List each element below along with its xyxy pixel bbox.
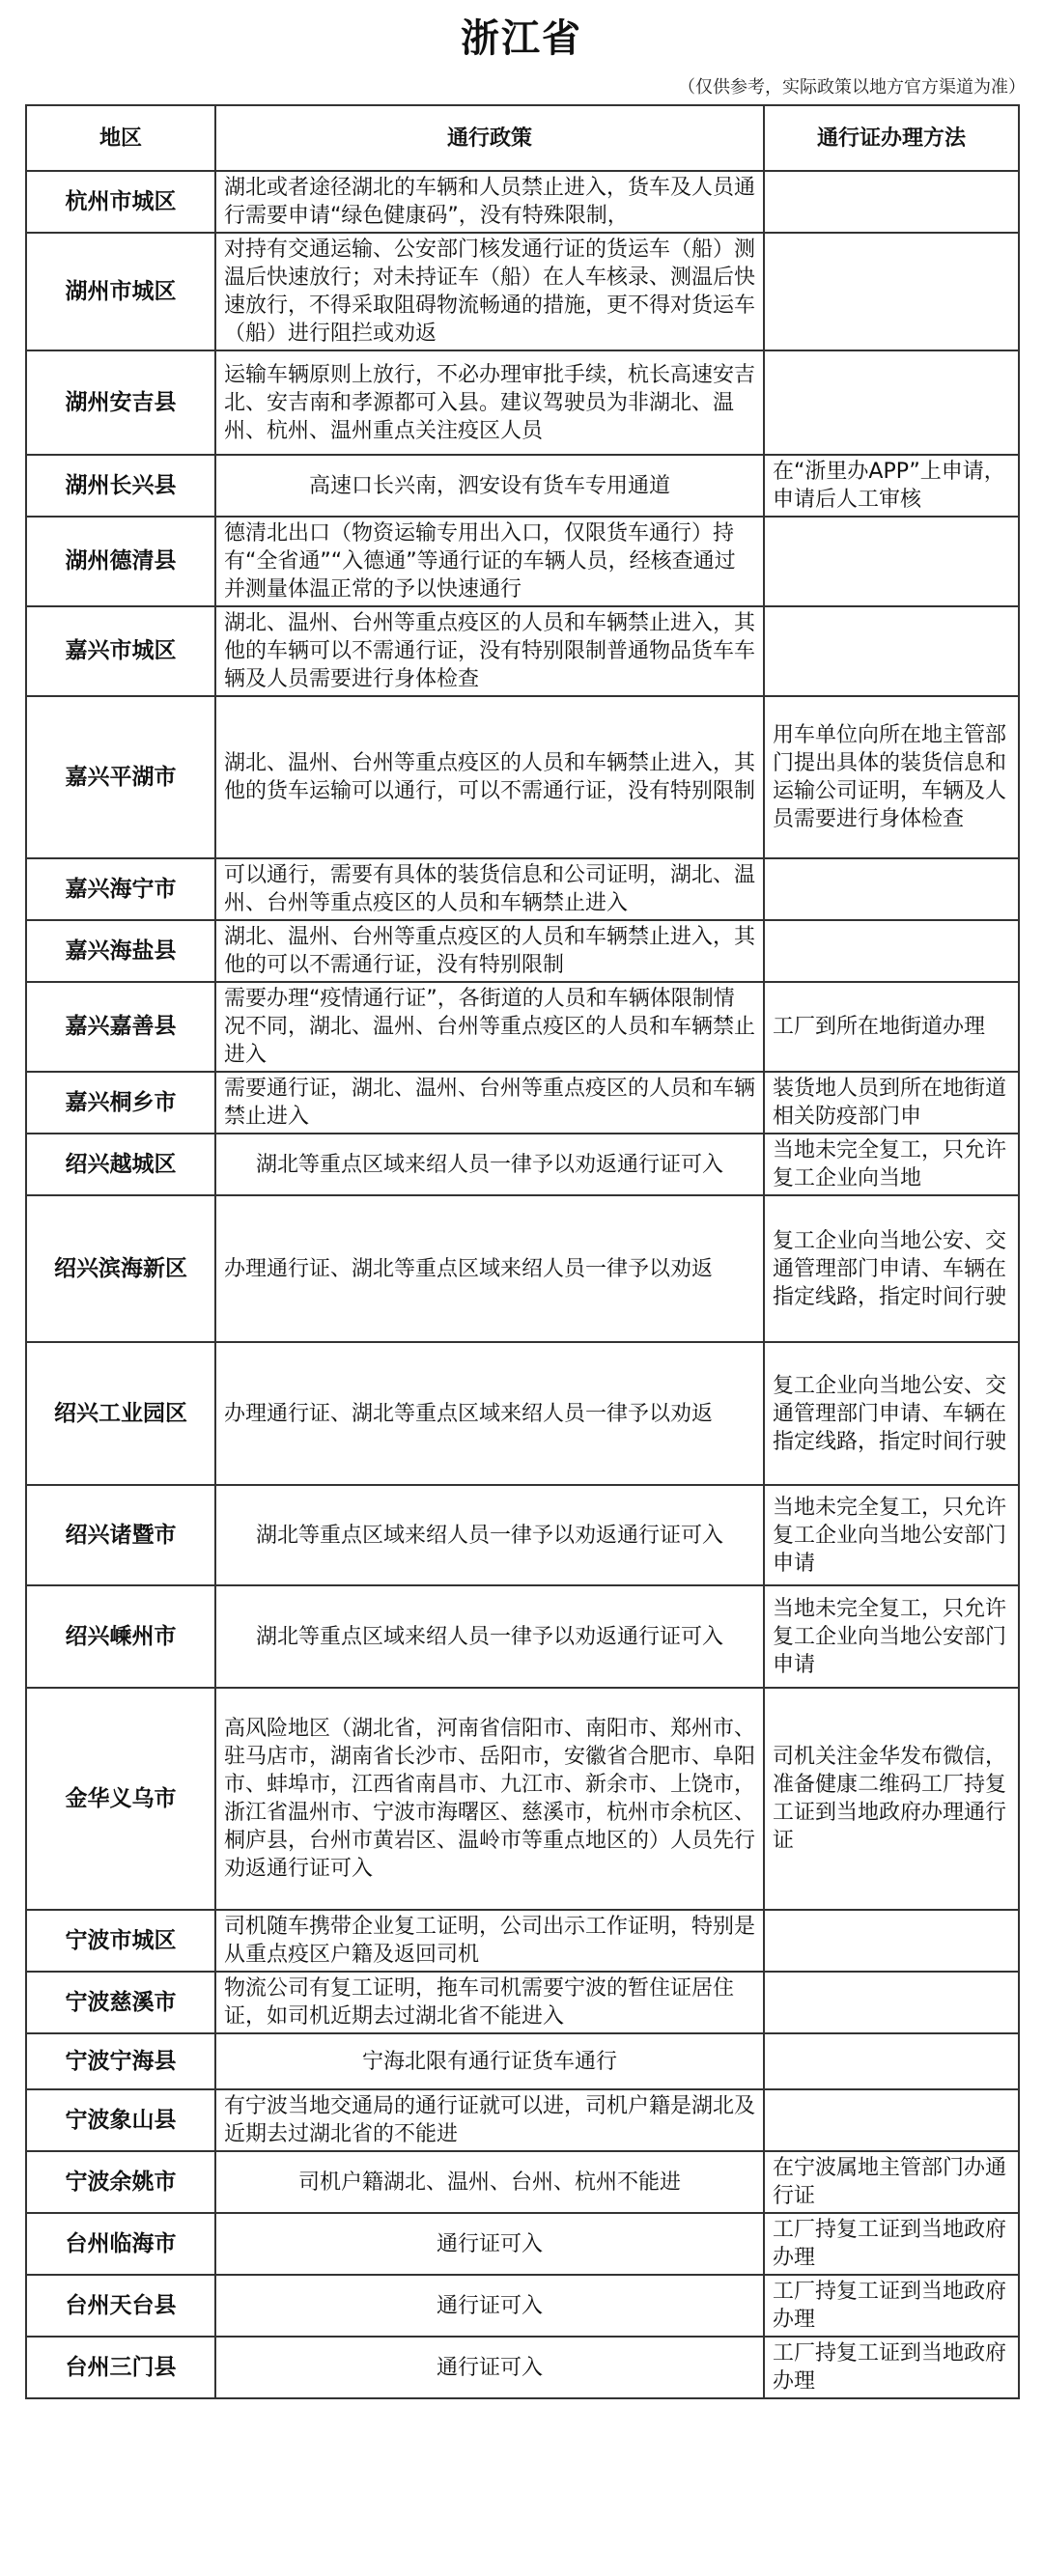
region-cell: 台州天台县 bbox=[26, 2275, 215, 2337]
table-row bbox=[26, 606, 1019, 696]
region-cell: 绍兴工业园区 bbox=[26, 1342, 215, 1485]
table-row bbox=[26, 1688, 1019, 1910]
table-row bbox=[26, 350, 1019, 455]
method-cell: 复工企业向当地公安、交通管理部门申请、车辆在指定线路，指定时间行驶 bbox=[764, 1342, 1019, 1485]
policy-cell: 办理通行证、湖北等重点区域来绍人员一律予以劝返 bbox=[215, 1195, 764, 1342]
table-row bbox=[26, 1134, 1019, 1195]
policy-cell: 有宁波当地交通局的通行证就可以进，司机户籍是湖北及近期去过湖北省的不能进 bbox=[215, 2089, 764, 2151]
region-cell: 台州临海市 bbox=[26, 2213, 215, 2275]
method-cell bbox=[764, 2089, 1019, 2151]
header-region: 地区 bbox=[26, 105, 215, 171]
method-cell: 工厂持复工证到当地政府办理 bbox=[764, 2213, 1019, 2275]
region-cell: 绍兴嵊州市 bbox=[26, 1585, 215, 1688]
policy-cell: 司机随车携带企业复工证明，公司出示工作证明，特别是从重点疫区户籍及返回司机 bbox=[215, 1910, 764, 1972]
region-cell: 嘉兴市城区 bbox=[26, 606, 215, 696]
method-cell: 在“浙里办APP”上申请，申请后人工审核 bbox=[764, 455, 1019, 517]
method-cell bbox=[764, 233, 1019, 350]
policy-cell: 高速口长兴南，泗安设有货车专用通道 bbox=[215, 455, 764, 517]
table-row bbox=[26, 2033, 1019, 2089]
table-row bbox=[26, 2213, 1019, 2275]
policy-cell: 湖北、温州、台州等重点疫区的人员和车辆禁止进入，其他的货车运输可以通行，可以不需通行证，没有特别限制 bbox=[215, 696, 764, 858]
policy-cell: 需要办理“疫情通行证”，各街道的人员和车辆体限制情况不同，湖北、温州、台州等重点疫区的人员和车辆禁止进入 bbox=[215, 982, 764, 1072]
table-row bbox=[26, 1195, 1019, 1342]
policy-cell: 对持有交通运输、公安部门核发通行证的货运车（船）测温后快速放行；对未持证车（船）在人车核录、测温后快速放行，不得采取阻碍物流畅通的措施，更不得对货运车（船）进行阻拦或劝返 bbox=[215, 233, 764, 350]
region-cell: 宁波慈溪市 bbox=[26, 1972, 215, 2033]
method-cell bbox=[764, 920, 1019, 982]
header-policy: 通行政策 bbox=[215, 105, 764, 171]
policy-cell: 高风险地区（湖北省，河南省信阳市、南阳市、郑州市、驻马店市，湖南省长沙市、岳阳市，安徽省合肥市、阜阳市、蚌埠市，江西省南昌市、九江市、新余市、上饶市，浙江省温州市、宁波市海曙区、慈溪市，杭州市余杭区、桐庐县，台州市黄岩区、温岭市等重点地区的）人员先行劝返通行证可入 bbox=[215, 1688, 764, 1910]
method-cell: 工厂持复工证到当地政府办理 bbox=[764, 2275, 1019, 2337]
region-cell: 宁波宁海县 bbox=[26, 2033, 215, 2089]
method-cell: 司机关注金华发布微信，准备健康二维码工厂持复工证到当地政府办理通行证 bbox=[764, 1688, 1019, 1910]
region-cell: 金华义乌市 bbox=[26, 1688, 215, 1910]
table-row bbox=[26, 233, 1019, 350]
method-cell bbox=[764, 1972, 1019, 2033]
region-cell: 湖州市城区 bbox=[26, 233, 215, 350]
header-row bbox=[26, 105, 1019, 171]
region-cell: 宁波市城区 bbox=[26, 1910, 215, 1972]
region-cell: 湖州安吉县 bbox=[26, 350, 215, 455]
table-row bbox=[26, 1972, 1019, 2033]
table-row bbox=[26, 2275, 1019, 2337]
table-row bbox=[26, 1910, 1019, 1972]
policy-cell: 办理通行证、湖北等重点区域来绍人员一律予以劝返 bbox=[215, 1342, 764, 1485]
table-row bbox=[26, 517, 1019, 606]
method-cell: 复工企业向当地公安、交通管理部门申请、车辆在指定线路，指定时间行驶 bbox=[764, 1195, 1019, 1342]
region-cell: 嘉兴桐乡市 bbox=[26, 1072, 215, 1134]
region-cell: 湖州德清县 bbox=[26, 517, 215, 606]
region-cell: 宁波余姚市 bbox=[26, 2151, 215, 2213]
table-row bbox=[26, 1585, 1019, 1688]
method-cell bbox=[764, 858, 1019, 920]
table-row bbox=[26, 920, 1019, 982]
policy-cell: 运输车辆原则上放行，不必办理审批手续，杭长高速安吉北、安吉南和孝源都可入县。建议驾驶员为非湖北、温州、杭州、温州重点关注疫区人员 bbox=[215, 350, 764, 455]
policy-cell: 通行证可入 bbox=[215, 2275, 764, 2337]
region-cell: 湖州长兴县 bbox=[26, 455, 215, 517]
region-cell: 杭州市城区 bbox=[26, 171, 215, 233]
method-cell bbox=[764, 171, 1019, 233]
table-row bbox=[26, 171, 1019, 233]
region-cell: 嘉兴嘉善县 bbox=[26, 982, 215, 1072]
table-row bbox=[26, 1485, 1019, 1585]
method-cell: 用车单位向所在地主管部门提出具体的装货信息和运输公司证明，车辆及人员需要进行身体检查 bbox=[764, 696, 1019, 858]
disclaimer-note: （仅供参考，实际政策以地方官方渠道为准） bbox=[678, 77, 1026, 98]
method-cell: 工厂持复工证到当地政府办理 bbox=[764, 2337, 1019, 2398]
policy-cell: 通行证可入 bbox=[215, 2213, 764, 2275]
policy-cell: 德清北出口（物资运输专用出入口，仅限货车通行）持有“全省通”“入德通”等通行证的车辆人员，经核查通过并测量体温正常的予以快速通行 bbox=[215, 517, 764, 606]
page-title: 浙江省 bbox=[461, 16, 582, 61]
method-cell: 当地未完全复工，只允许复工企业向当地 bbox=[764, 1134, 1019, 1195]
table-row bbox=[26, 858, 1019, 920]
region-cell: 嘉兴平湖市 bbox=[26, 696, 215, 858]
region-cell: 嘉兴海盐县 bbox=[26, 920, 215, 982]
policy-table bbox=[25, 104, 1020, 2399]
method-cell: 装货地人员到所在地街道相关防疫部门申 bbox=[764, 1072, 1019, 1134]
region-cell: 绍兴滨海新区 bbox=[26, 1195, 215, 1342]
method-cell: 在宁波属地主管部门办通行证 bbox=[764, 2151, 1019, 2213]
method-cell bbox=[764, 1910, 1019, 1972]
policy-cell: 湖北等重点区域来绍人员一律予以劝返通行证可入 bbox=[215, 1585, 764, 1688]
method-cell: 当地未完全复工，只允许复工企业向当地公安部门申请 bbox=[764, 1485, 1019, 1585]
method-cell bbox=[764, 350, 1019, 455]
region-cell: 嘉兴海宁市 bbox=[26, 858, 215, 920]
method-cell bbox=[764, 517, 1019, 606]
region-cell: 台州三门县 bbox=[26, 2337, 215, 2398]
table-row bbox=[26, 2089, 1019, 2151]
policy-cell: 湖北或者途径湖北的车辆和人员禁止进入，货车及人员通行需要申请“绿色健康码”，没有特殊限制， bbox=[215, 171, 764, 233]
method-cell bbox=[764, 606, 1019, 696]
header-method: 通行证办理方法 bbox=[764, 105, 1019, 171]
policy-cell: 司机户籍湖北、温州、台州、杭州不能进 bbox=[215, 2151, 764, 2213]
region-cell: 宁波象山县 bbox=[26, 2089, 215, 2151]
table-row bbox=[26, 2337, 1019, 2398]
method-cell bbox=[764, 2033, 1019, 2089]
table-row bbox=[26, 1072, 1019, 1134]
policy-cell: 可以通行，需要有具体的装货信息和公司证明，湖北、温州、台州等重点疫区的人员和车辆禁止进入 bbox=[215, 858, 764, 920]
policy-cell: 湖北、温州、台州等重点疫区的人员和车辆禁止进入，其他的可以不需通行证，没有特别限制 bbox=[215, 920, 764, 982]
policy-cell: 宁海北限有通行证货车通行 bbox=[215, 2033, 764, 2089]
policy-cell: 湖北、温州、台州等重点疫区的人员和车辆禁止进入，其他的车辆可以不需通行证，没有特别限制普通物品货车车辆及人员需要进行身体检查 bbox=[215, 606, 764, 696]
table-row bbox=[26, 982, 1019, 1072]
policy-cell: 物流公司有复工证明，拖车司机需要宁波的暂住证居住证，如司机近期去过湖北省不能进入 bbox=[215, 1972, 764, 2033]
table-row bbox=[26, 2151, 1019, 2213]
policy-cell: 通行证可入 bbox=[215, 2337, 764, 2398]
region-cell: 绍兴诸暨市 bbox=[26, 1485, 215, 1585]
policy-cell: 需要通行证，湖北、温州、台州等重点疫区的人员和车辆禁止进入 bbox=[215, 1072, 764, 1134]
policy-cell: 湖北等重点区域来绍人员一律予以劝返通行证可入 bbox=[215, 1485, 764, 1585]
table-row bbox=[26, 696, 1019, 858]
method-cell: 工厂到所在地街道办理 bbox=[764, 982, 1019, 1072]
policy-cell: 湖北等重点区域来绍人员一律予以劝返通行证可入 bbox=[215, 1134, 764, 1195]
method-cell: 当地未完全复工，只允许复工企业向当地公安部门申请 bbox=[764, 1585, 1019, 1688]
table-row bbox=[26, 455, 1019, 517]
region-cell: 绍兴越城区 bbox=[26, 1134, 215, 1195]
table-row bbox=[26, 1342, 1019, 1485]
